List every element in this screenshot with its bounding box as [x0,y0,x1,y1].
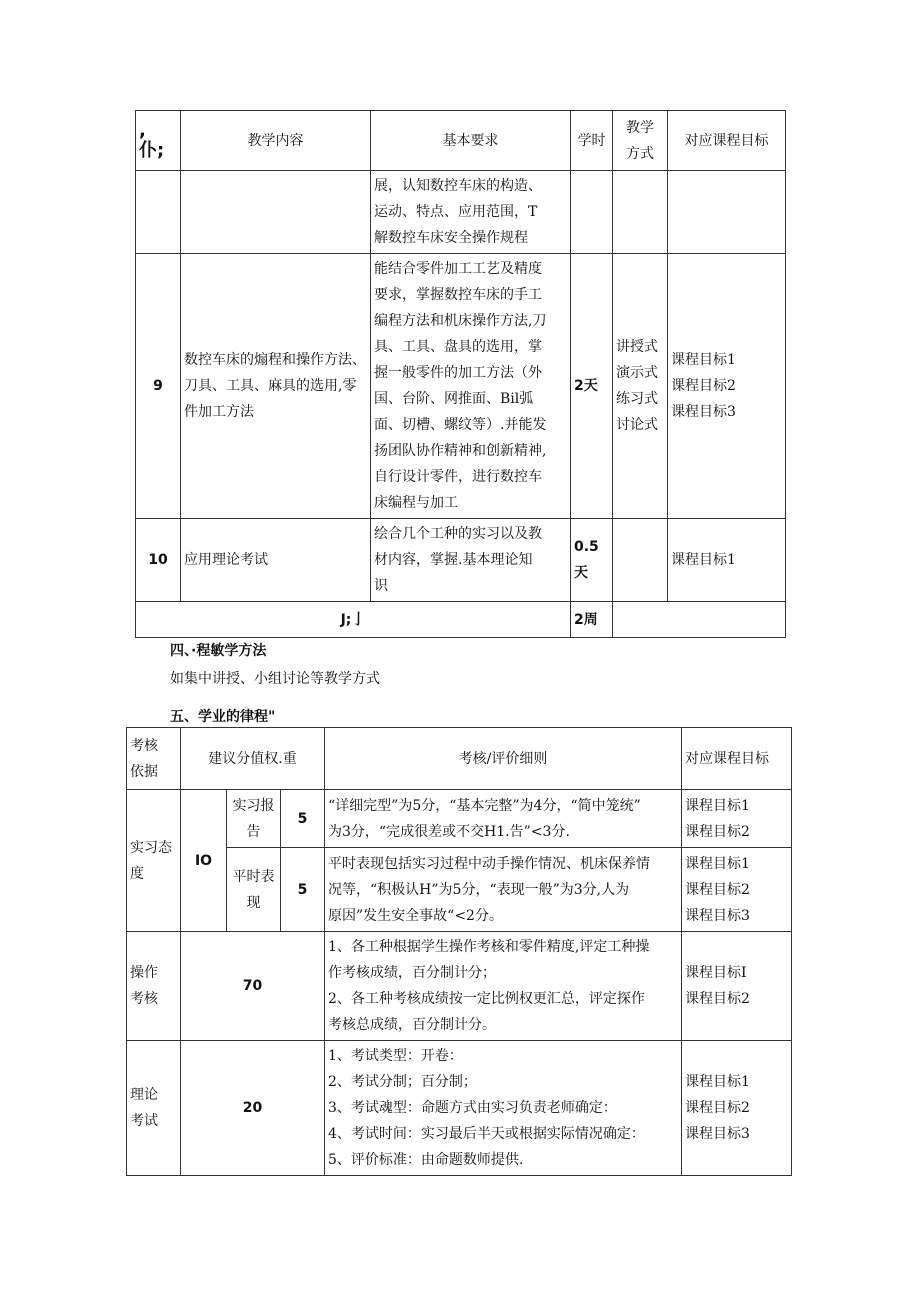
total-label: J;亅 [136,602,571,638]
row-content: 数控车床的煽程和操作方法、刀具、工具、麻具的选用,零件加工方法 [181,254,371,519]
section4-text: 如集中讲授、小组讨论等教学方式 [170,671,380,687]
continuation-requirement: 展，认知数控车床的构造、 运动、特点、应用范围，T 解数控车床安全操作规程 [371,171,571,254]
attitude-label: 实习态 度 [127,790,181,932]
theory-label: 理论 考试 [127,1041,181,1176]
table1-header-method: 教学 方式 [613,111,668,171]
table2-theory-row [127,1041,792,1176]
daily-goals: 课程目标1 课程目标2 课程目标3 [682,848,792,932]
table-cell [181,171,371,254]
section5-heading: 五、学业的律程" [170,709,276,725]
report-score: 5 [281,790,325,848]
table-cell [571,171,613,254]
operation-goals: 课程目标I 课程目标2 [682,932,792,1041]
theory-goals: 课程目标1 课程目标2 课程目标3 [682,1041,792,1176]
table1-row-9 [136,254,786,519]
row-content: 应用理论考试 [181,519,371,602]
table1-total-row [136,602,786,638]
table-cell [613,171,668,254]
theory-score: 20 [181,1041,325,1176]
table1-header-content: 教学内容 [181,111,371,171]
row-number: 10 [136,519,181,602]
theory-detail: 1、考试类型：开卷： 2、考试分制；百分制； 3、考试魂型：命题方式由实习负责老师确定： 4、考试时间：实习最后半天或根据实际情况确定： 5、评价标准：由命题数师提供. [325,1041,682,1176]
row-goals: 课程目标1 [668,519,786,602]
table1-header-number: , 仆; [136,111,181,171]
row-methods: 讲授式 演示式 练习式 讨论式 [613,254,668,519]
row-hours: 2天 [571,254,613,519]
table1-row-10 [136,519,786,602]
assessment-table [126,727,792,1176]
row-number: 9 [136,254,181,519]
operation-label: 操作 考核 [127,932,181,1041]
daily-detail: 平时表现包括实习过程中动手操作情况、机床保养情 况等，“积极认H”为5分，“表现一般”为3分,人为 原因”发生安全事故“<2分。 [325,848,682,932]
attitude-score: IO [181,790,227,932]
table2-header-weight: 建议分值权.重 [181,728,325,790]
row-goals: 课程目标1 课程目标2 课程目标3 [668,254,786,519]
operation-detail: 1、各工种根据学生操作考核和零件精度,评定工种操 作考核成绩，百分制计分； 2、各工种考核成绩按一定比例权更汇总，评定探作 考核总成绩，百分制计分。 [325,932,682,1041]
table2-operation-row [127,932,792,1041]
table1-continuation-row [136,171,786,254]
table2-header-goal: 对应课程目标 [682,728,792,790]
report-detail: “详细完型”为5分，“基本完整”为4分，“简中笼统” 为3分，“完成很差或不交H1.告”<3分. [325,790,682,848]
table2-header-row [127,728,792,790]
row-requirement: 绘合几个工种的实习以及教 材内容，掌握.基本理论知 识 [371,519,571,602]
table1-header-requirement: 基本要求 [371,111,571,171]
section4-heading: 四、·程敏学方法 [170,643,267,659]
table-cell [613,602,786,638]
teaching-content-table [135,110,786,638]
table2-report-row [127,790,792,848]
report-goals: 课程目标1 课程目标2 [682,790,792,848]
table-cell [668,171,786,254]
operation-score: 70 [181,932,325,1041]
daily-label: 平时表 现 [227,848,281,932]
row-requirement: 能结合零件加工工艺及精度 要求，掌握数控车床的手工 编程方法和机床操作方法,刀 具、工具、盘具的选用，掌 握一般零件的加工方法（外 国、台阶、网推面、Bil弧 面、切槽、螺纹等）.并能发 扬团队协作精神和创新精神, 自行设计零件，进行数控车 床编程与加工 [371,254,571,519]
table2-daily-row [127,848,792,932]
daily-score: 5 [281,848,325,932]
row-hours: 0.5天 [571,519,613,602]
table2-header-detail: 考核/评价细则 [325,728,682,790]
table1-header-goal: 对应课程目标 [668,111,786,171]
total-hours: 2周 [571,602,613,638]
table1-header-hours: 学时 [571,111,613,171]
table2-header-basis: 考核 依据 [127,728,181,790]
table1-header-row [136,111,786,171]
row-methods [613,519,668,602]
table-cell [136,171,181,254]
report-label: 实习报 告 [227,790,281,848]
